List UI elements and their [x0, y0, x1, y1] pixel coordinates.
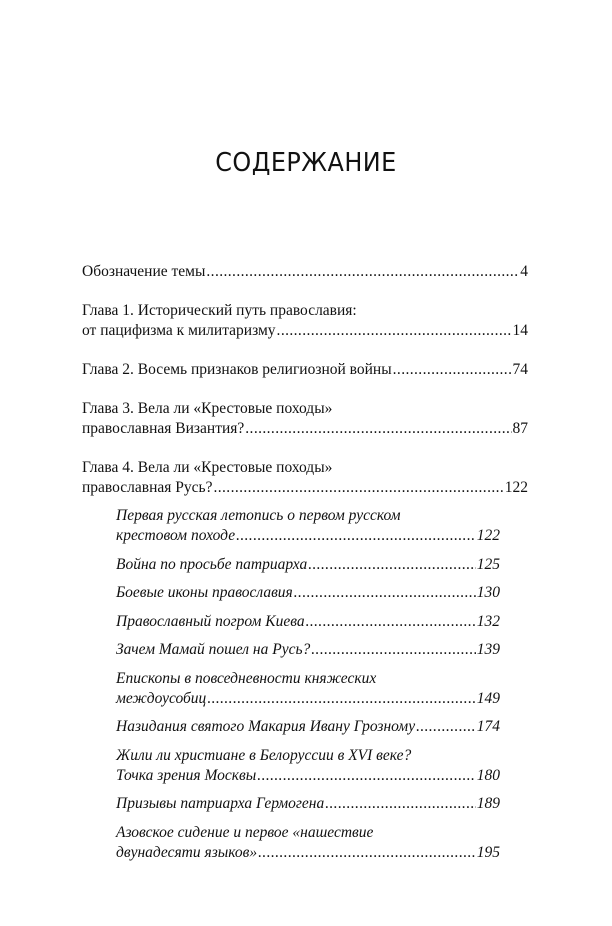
dot-leader [258, 843, 476, 863]
toc-subentry-title-line-2: крестовом походе [116, 527, 236, 544]
toc-entry-title-line-1: Глава 4. Вела ли «Крестовые походы» [82, 459, 333, 476]
toc-entry-line [116, 583, 500, 603]
toc-subentry-title-line-2: двунадесяти языков» [116, 843, 258, 861]
toc-entry-line [82, 360, 528, 380]
toc-heading: СОДЕРЖАНИЕ [215, 148, 397, 178]
toc-entry-line [116, 640, 500, 660]
toc-entry-chapter-1 [82, 301, 528, 341]
toc-page-number: 149 [476, 689, 500, 707]
toc-entry-title-line-2: от пацифизма к милитаризму [82, 322, 276, 339]
toc-entry-title-line-2: православная Византия? [82, 420, 245, 437]
dot-leader [308, 555, 476, 575]
toc-subentry-3 [116, 583, 500, 603]
dot-leader [294, 583, 476, 603]
table-of-contents [82, 262, 528, 871]
toc-entry-line [116, 717, 500, 737]
dot-leader [416, 717, 476, 737]
toc-subentry-7 [116, 717, 500, 737]
dot-leader [306, 612, 476, 632]
toc-entry-intro [82, 262, 528, 282]
toc-subentry-title: Православный погром Киева [116, 612, 305, 630]
toc-page-number: 74 [512, 361, 528, 378]
toc-subentry-title: Назидания святого Макария Ивану Грозному [116, 718, 416, 735]
toc-entry-line [116, 555, 500, 575]
toc-page-number: 132 [476, 612, 500, 630]
toc-entry-title: Глава 2. Восемь признаков религиозной войны [82, 361, 392, 378]
toc-subentry-8 [116, 746, 500, 786]
toc-subentry-title: Зачем Мамай пошел на Русь? [116, 641, 311, 658]
dot-leader [257, 766, 475, 786]
toc-entry-line [82, 478, 528, 498]
toc-subentry-title-line-2: междоусобиц [116, 689, 207, 707]
toc-page-number: 14 [512, 322, 528, 339]
toc-entry-chapter-2 [82, 360, 528, 380]
toc-page-number: 180 [476, 766, 500, 784]
toc-entry-line [116, 689, 500, 709]
toc-subentry-4 [116, 612, 500, 632]
toc-entry-title-line-1: Глава 3. Вела ли «Крестовые походы» [82, 400, 333, 417]
dot-leader [393, 360, 512, 380]
dot-leader [245, 419, 511, 439]
dot-leader [207, 689, 475, 709]
toc-entry-line [116, 843, 500, 863]
dot-leader [325, 794, 476, 814]
toc-subentry-title-line-1: Азовское сидение и первое «нашествие [116, 823, 374, 841]
dot-leader [277, 321, 512, 341]
toc-subentry-title-line-2: Точка зрения Москвы [116, 766, 257, 784]
toc-page-number: 130 [476, 584, 500, 601]
toc-entry-chapter-3 [82, 399, 528, 439]
toc-page-number: 87 [512, 420, 528, 437]
toc-entry-line [82, 419, 528, 439]
toc-subentry-6 [116, 669, 500, 709]
toc-page-number: 125 [476, 555, 500, 573]
toc-entry-line [116, 794, 500, 814]
toc-subentry-9 [116, 794, 500, 814]
toc-entry-title-line-2: православная Русь? [82, 479, 213, 496]
toc-subentry-1 [116, 506, 500, 546]
toc-subentry-10 [116, 823, 500, 863]
dot-leader [236, 526, 476, 546]
toc-subentry-title: Боевые иконы православия [116, 584, 293, 601]
toc-entry-line [82, 262, 528, 282]
dot-leader [311, 640, 475, 660]
toc-page-number: 122 [504, 479, 528, 496]
toc-entry-chapter-4 [82, 458, 528, 498]
toc-page-number: 195 [476, 843, 500, 861]
toc-entry-line [116, 526, 500, 546]
toc-page-number: 139 [476, 641, 500, 658]
toc-page-number: 174 [476, 718, 500, 735]
toc-subentry-title-line-1: Епископы в повседневности княжеских [116, 669, 377, 687]
toc-subentry-5 [116, 640, 500, 660]
toc-page-number: 122 [476, 527, 500, 544]
toc-subentry-title-line-1: Первая русская летопись о первом русском [116, 507, 401, 524]
toc-entry-line [116, 612, 500, 632]
toc-subentry-2 [116, 555, 500, 575]
dot-leader [213, 478, 503, 498]
toc-entry-line [116, 766, 500, 786]
toc-entry-title: Обозначение темы [82, 263, 206, 280]
toc-subentry-title-line-1: Жили ли христиане в Белоруссии в XVI веке? [116, 746, 412, 764]
dot-leader [206, 262, 519, 282]
toc-subentry-title: Призывы патриарха Гермогена [116, 795, 325, 812]
toc-subentry-title: Война по просьбе патриарха [116, 555, 308, 573]
toc-page-number: 4 [520, 263, 528, 280]
toc-entry-line [82, 321, 528, 341]
toc-entry-title-line-1: Глава 1. Исторический путь православия: [82, 302, 357, 319]
toc-page-number: 189 [476, 795, 500, 812]
